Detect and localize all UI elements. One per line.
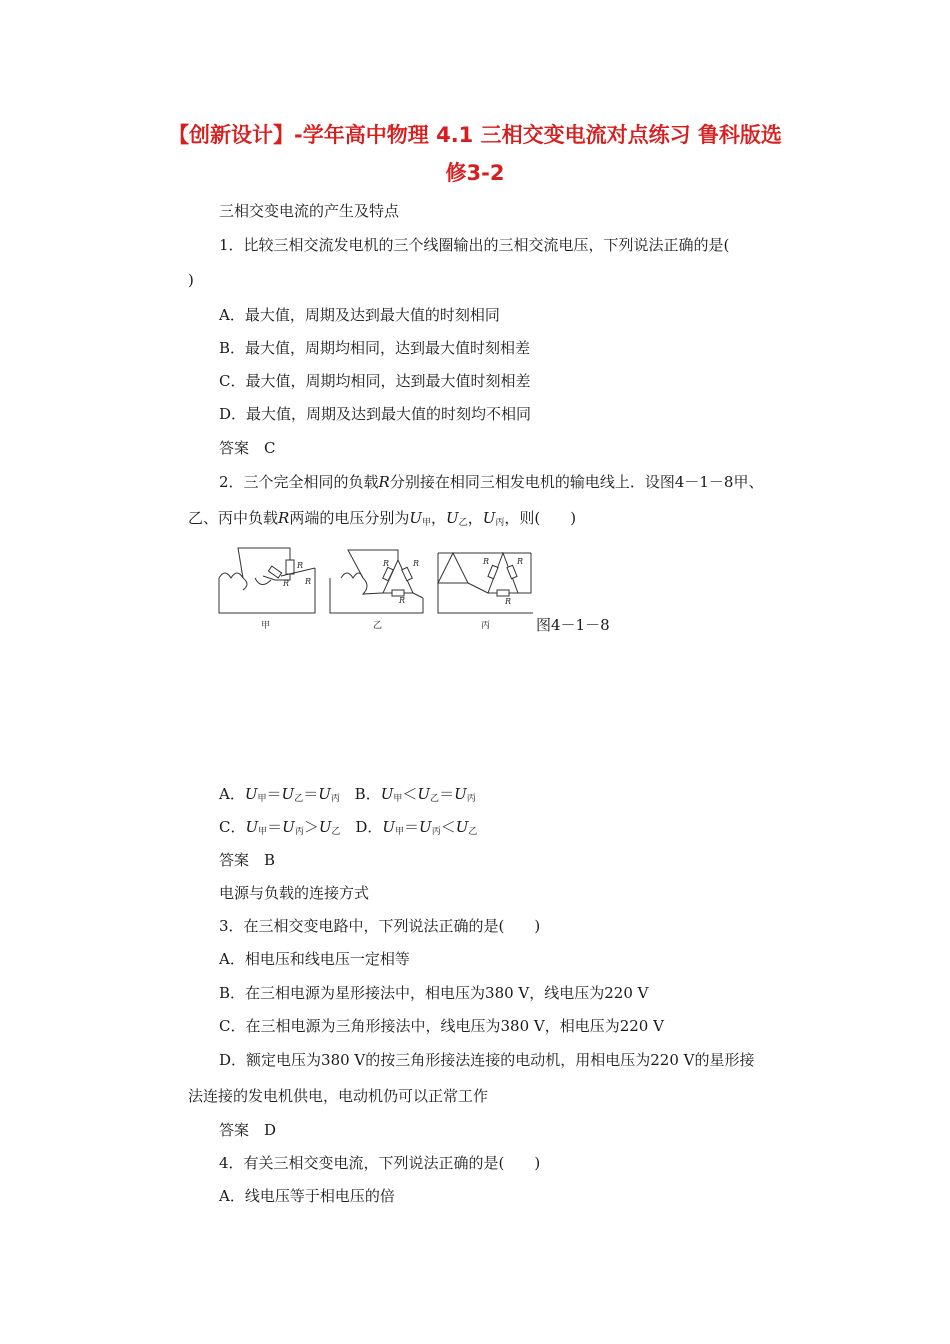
q4-option-a: A．线电压等于相电压的倍 (219, 1187, 395, 1205)
circuit-jia (219, 548, 315, 613)
q3-option-b: B．在三相电源为星形接法中，相电压为380 V，线电压为220 V (219, 984, 649, 1002)
three-phase-circuit-figure (213, 538, 533, 633)
section-heading-2: 电源与负载的连接方式 (219, 884, 370, 902)
q1-option-c: C．最大值，周期均相同，达到最大值时刻相差 (219, 372, 531, 390)
q3-answer: 答案 D (219, 1121, 277, 1139)
figure-label-jia: 甲 (261, 621, 271, 631)
q2-answer: 答案 B (219, 851, 276, 869)
q4-stem: 4．有关三相交变电流，下列说法正确的是( ) (219, 1154, 541, 1172)
svg-text:R: R (517, 557, 524, 566)
q3-option-d-line2: 法连接的发电机供电，电动机仍可以正常工作 (188, 1087, 489, 1105)
circuit-yi (330, 550, 423, 613)
q2-options-ab: A．$U_甲=U_乙=U_丙$ B．$U_甲<U_乙=U_丙$ (219, 785, 476, 804)
figure-label-yi: 乙 (373, 621, 383, 631)
q2-stem-line2: 乙、丙中负载R两端的电压分别为$U_甲$，$U_乙$，$U_丙$，则( ) (188, 509, 577, 528)
q1-answer: 答案 C (219, 439, 276, 457)
q3-stem: 3．在三相交变电路中，下列说法正确的是( ) (219, 917, 541, 935)
q3-option-d-line1: D．额定电压为380 V的按三角形接法连接的电动机，用相电压为220 V的星形接 (219, 1051, 755, 1069)
svg-text:R: R (399, 596, 406, 605)
q3-option-a: A．相电压和线电压一定相等 (219, 950, 410, 968)
q1-option-d: D．最大值，周期及达到最大值的时刻均不相同 (219, 405, 532, 423)
figure-label-bing: 丙 (481, 621, 491, 631)
doc-title-line2: 修3-2 (445, 161, 505, 185)
svg-text:R: R (483, 557, 490, 566)
section-heading: 三相交变电流的产生及特点 (219, 202, 400, 220)
q1-option-b: B．最大值，周期均相同，达到最大值时刻相差 (219, 339, 531, 357)
svg-text:R: R (383, 559, 390, 568)
q1-option-a: A．最大值，周期及达到最大值的时刻相同 (219, 306, 500, 324)
svg-text:R: R (413, 559, 420, 568)
figure-caption: 图4－1－8 (536, 616, 610, 634)
svg-text:R: R (283, 579, 290, 588)
q2-options-cd: C．$U_甲=U_丙>U_乙$ D．$U_甲=U_丙<U_乙$ (219, 818, 478, 837)
doc-title-line1: 【创新设计】-学年高中物理 4.1 三相交变电流对点练习 鲁科版选 (168, 123, 782, 147)
svg-text:R: R (505, 597, 512, 606)
q1-stem: 1．比较三相交流发电机的三个线圈输出的三相交流电压，下列说法正确的是( (219, 236, 730, 254)
q1-stem-end: ) (188, 271, 194, 289)
svg-text:R: R (305, 577, 312, 586)
svg-text:R: R (297, 561, 304, 570)
q2-stem-line1: 2．三个完全相同的负载R分别接在相同三相发电机的输电线上．设图4－1－8甲、 (219, 473, 764, 491)
q3-option-c: C．在三相电源为三角形接法中，线电压为380 V，相电压为220 V (219, 1017, 664, 1035)
